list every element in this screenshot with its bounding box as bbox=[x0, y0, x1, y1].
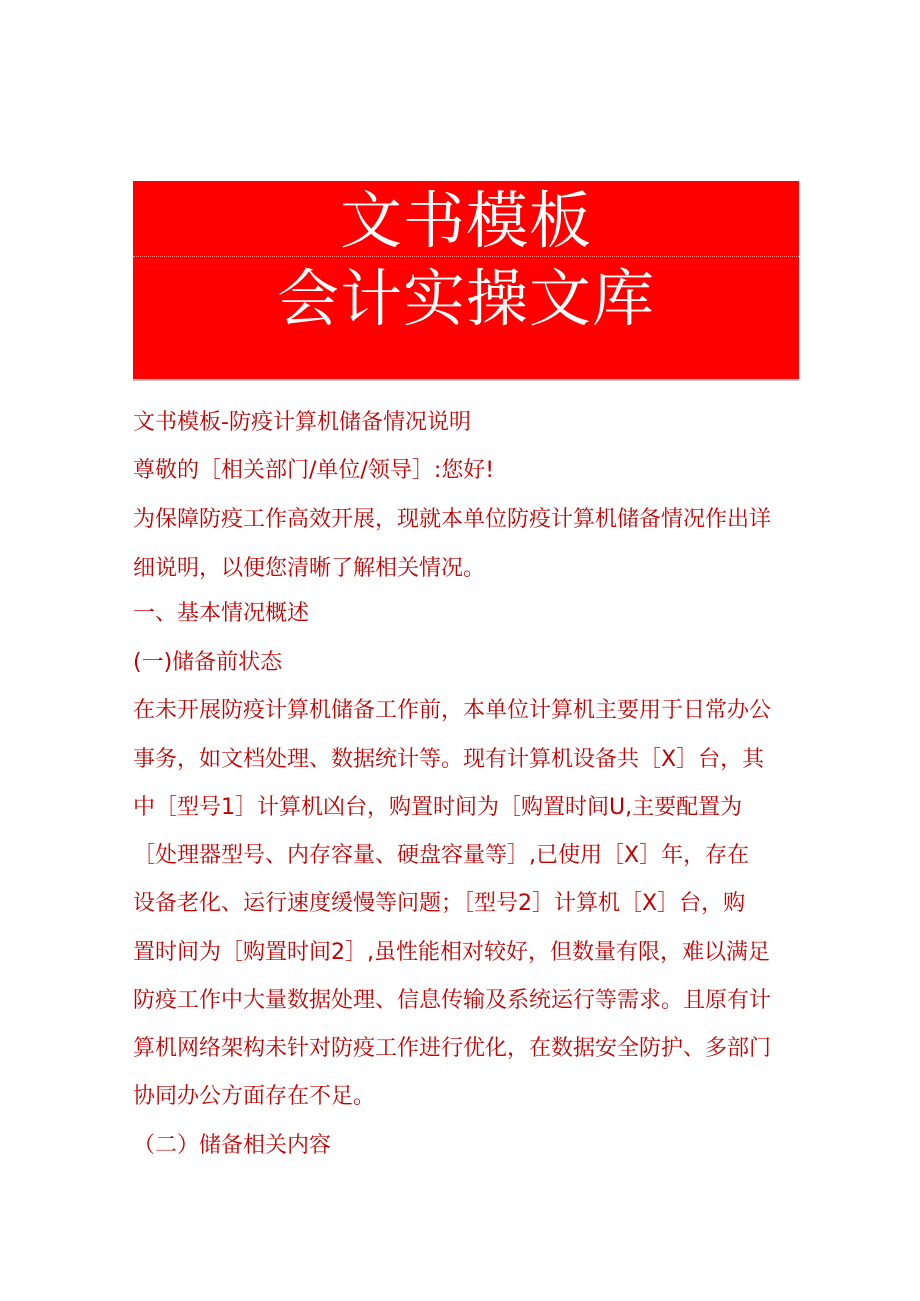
paragraph-line: 为保障防疫工作高效开展，现就本单位防疫计算机储备情况作出详 bbox=[133, 507, 772, 532]
paragraph-line: 细说明，以便您清晰了解相关情况。 bbox=[133, 556, 486, 581]
paragraph-line: 中［型号1］计算机凶台，购置时间为［购置时间U,主要配置为 bbox=[133, 795, 743, 820]
subsection-heading: (一)储备前状态 bbox=[133, 650, 283, 675]
paragraph-line: 置时间为［购置时间2］,虽性能相对较好，但数量有限，难以满足 bbox=[133, 940, 770, 965]
paragraph-line: 协同办公方面存在不足。 bbox=[133, 1084, 376, 1109]
section-heading: 一、基本情况概述 bbox=[133, 601, 310, 626]
banner-title: 文书模板 bbox=[339, 184, 592, 257]
paragraph-line: 事务，如文档处理、数据统计等。现有计算机设备共［X］台，其 bbox=[133, 747, 765, 772]
banner-divider bbox=[133, 256, 799, 257]
paragraph-line: ［处理器型号、内存容量、硬盘容量等］,已使用［X］年，存在 bbox=[133, 843, 750, 868]
subsection-heading: （二）储备相关内容 bbox=[133, 1133, 332, 1158]
banner-subtitle: 会计实操文库 bbox=[276, 262, 655, 335]
title-banner bbox=[133, 181, 799, 381]
paragraph-line: 防疫工作中大量数据处理、信息传输及系统运行等需求。且原有计 bbox=[133, 988, 772, 1013]
document-title: 文书模板-防疫计算机储备情况说明 bbox=[133, 410, 471, 435]
paragraph-line: 算机网络架构未针对防疫工作进行优化，在数据安全防护、多部门 bbox=[133, 1036, 772, 1061]
paragraph-line: 在未开展防疫计算机储备工作前，本单位计算机主要用于日常办公 bbox=[133, 698, 772, 723]
paragraph-line: 设备老化、运行速度缓慢等问题；［型号2］计算机［X］台，购 bbox=[133, 891, 746, 916]
salutation: 尊敬的［相关部门/单位/领导］:您好! bbox=[133, 458, 495, 483]
